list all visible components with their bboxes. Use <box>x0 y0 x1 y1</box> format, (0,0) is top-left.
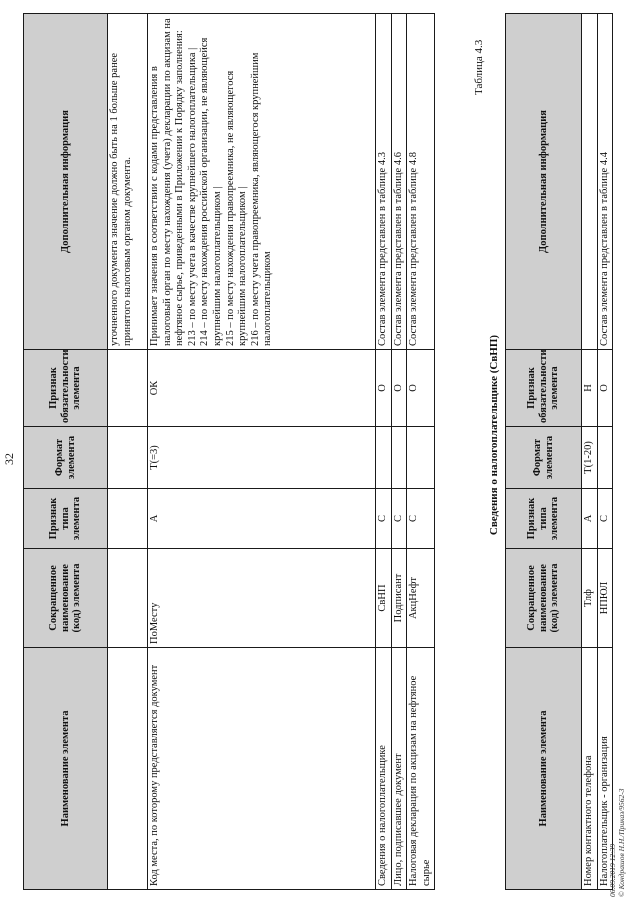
cell-info: Состав элемента представлен в таблице 4.6 <box>391 14 407 350</box>
cell-short: СвНП <box>376 549 392 648</box>
cell-required: О <box>376 350 392 427</box>
cell-info: Состав элемента представлен в таблице 4.8 <box>407 14 435 350</box>
cell-format <box>108 427 148 489</box>
col-header-format: Формат элемента <box>24 427 108 489</box>
cell-name: Сведения о налогоплательщике <box>376 648 392 890</box>
cell-required: Н <box>582 350 598 427</box>
cell-short: Подписант <box>391 549 407 648</box>
cell-short: АкцНефт <box>407 549 435 648</box>
cell-short: НПЮЛ <box>597 549 613 648</box>
table-row <box>376 14 392 890</box>
table-row <box>108 14 148 890</box>
cell-type: А <box>148 489 376 549</box>
cell-info: Принимает значения в соответствии с кодами представления в налоговый орган по месту нахождения (учета) декларации по акцизам на нефтяное сырье, приведенными в Приложении к Порядку заполнения: 213 – по месту учета в качестве крупнейшего налогоплательщика | 214 – по месту нахождения российской организации, не являющейся крупнейшим налогоплательщиком | 215 – по месту нахождения правопреемника, не являющегося крупнейшим налогоплательщиком | 216 – по месту учета правопреемника, являющегося крупнейшим налогоплательщиком <box>148 14 376 350</box>
cell-format <box>597 427 613 489</box>
cell-format <box>376 427 392 489</box>
cell-info: уточненного документа значение должно быть на 1 больше ранее принятого налоговым органом документа. <box>108 14 148 350</box>
cell-name: Номер контактного телефона <box>582 648 598 890</box>
cell-name: Налоговая декларация по акцизам на нефтяное сырье <box>407 648 435 890</box>
cell-name <box>108 648 148 890</box>
cell-required: О <box>597 350 613 427</box>
col-header-format: Формат элемента <box>506 427 582 489</box>
table-label: Таблица 4.3 <box>473 39 485 95</box>
cell-required <box>108 350 148 427</box>
cell-name: Налогоплательщик - организация <box>597 648 613 890</box>
page-number: 32 <box>2 453 16 465</box>
cell-name: Лицо, подписавшее документ <box>391 648 407 890</box>
cell-required: ОК <box>148 350 376 427</box>
cell-required: О <box>391 350 407 427</box>
cell-name: Код места, по которому представляется документ <box>148 648 376 890</box>
col-header-required: Признак обязательности элемента <box>506 350 582 427</box>
cell-type: С <box>407 489 435 549</box>
table-header-row <box>24 14 108 890</box>
col-header-short: Сокращенное наименование (код) элемента <box>24 549 108 648</box>
table-header-row <box>506 14 582 890</box>
col-header-name: Наименование элемента <box>506 648 582 890</box>
col-header-info: Дополнительная информация <box>24 14 108 350</box>
table-row <box>582 14 598 890</box>
table-row <box>148 14 376 890</box>
table-row <box>597 14 613 890</box>
cell-format <box>407 427 435 489</box>
cell-info: Состав элемента представлен в таблице 4.4 <box>597 14 613 350</box>
col-header-type: Признак типа элемента <box>506 489 582 549</box>
col-header-info: Дополнительная информация <box>506 14 582 350</box>
cell-format: Т(1-20) <box>582 427 598 489</box>
cell-required: О <box>407 350 435 427</box>
cell-format: Т(=3) <box>148 427 376 489</box>
cell-type: С <box>597 489 613 549</box>
cell-short: Тлф <box>582 549 598 648</box>
footer-line-1: 06.09.2019 12:39 <box>608 843 617 897</box>
cell-type: А <box>582 489 598 549</box>
taxpayer-table <box>505 13 613 890</box>
col-header-name: Наименование элемента <box>24 648 108 890</box>
elements-table <box>23 13 435 890</box>
table-title: Сведения о налогоплательщике (СвНП) <box>488 334 500 536</box>
col-header-required: Признак обязательности элемента <box>24 350 108 427</box>
footer-line-2: © Кондрашов Н.Н./Приказ/9562-3 <box>617 788 626 897</box>
cell-info: Состав элемента представлен в таблице 4.3 <box>376 14 392 350</box>
table-row <box>391 14 407 890</box>
col-header-short: Сокращенное наименование (код) элемента <box>506 549 582 648</box>
cell-type <box>108 489 148 549</box>
col-header-type: Признак типа элемента <box>24 489 108 549</box>
cell-type: С <box>391 489 407 549</box>
footer-stamp <box>608 789 626 898</box>
cell-type: С <box>376 489 392 549</box>
cell-short: ПоМесту <box>148 549 376 648</box>
cell-info <box>582 14 598 350</box>
cell-short <box>108 549 148 648</box>
cell-format <box>391 427 407 489</box>
table-row <box>407 14 435 890</box>
